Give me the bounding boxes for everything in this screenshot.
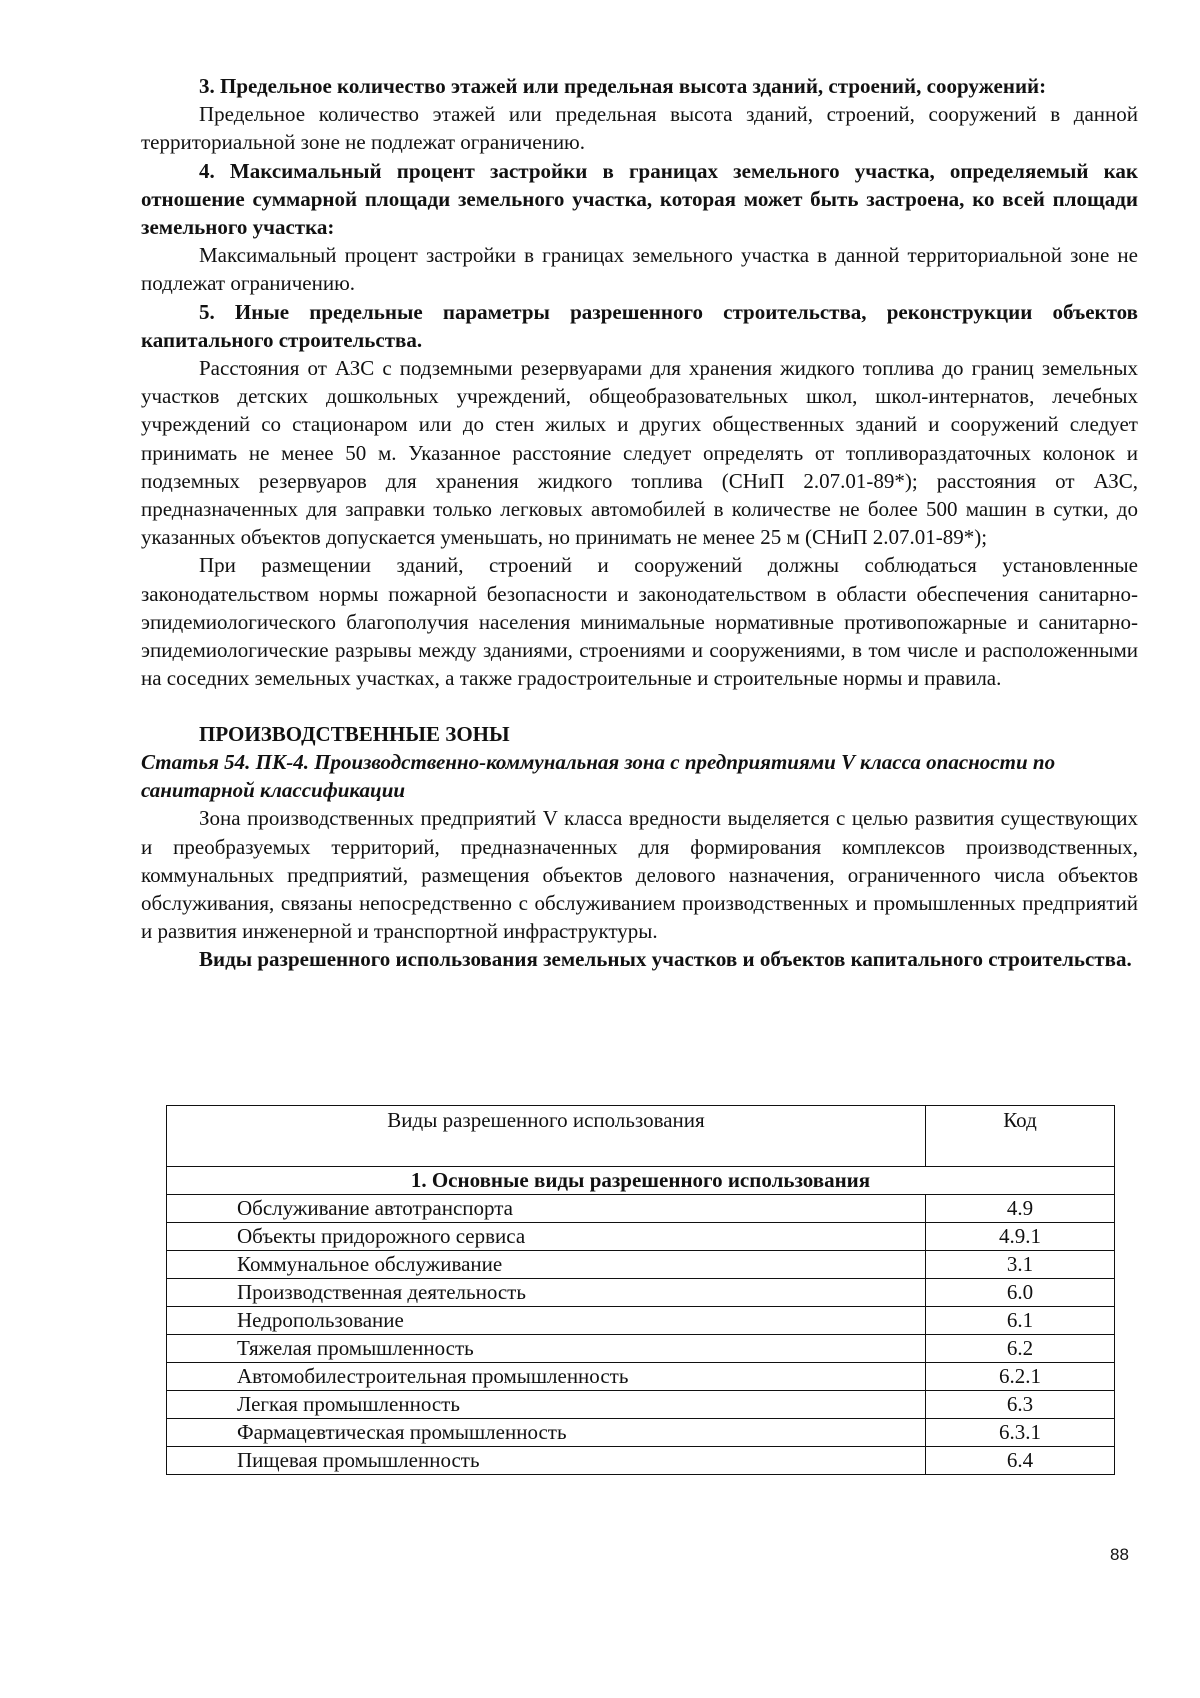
use-name: Пищевая промышленность bbox=[167, 1447, 926, 1475]
section-4-text: Максимальный процент застройки в границах земельного участка в данной территориальной зоне не подлежат ограничению. bbox=[141, 243, 1138, 296]
uses-heading: Виды разрешенного использования земельных участков и объектов капитального строительства. bbox=[199, 947, 1132, 972]
use-code: 6.3 bbox=[926, 1391, 1115, 1419]
use-name: Коммунальное обслуживание bbox=[167, 1251, 926, 1279]
section-4-heading: 4. Максимальный процент застройки в границах земельного участка, определяемый как отношение суммарной площади земельного участка, которая может быть застроена, ко всей площади земельного участка: bbox=[141, 158, 1138, 240]
use-code: 3.1 bbox=[926, 1251, 1115, 1279]
table-header-row bbox=[167, 1106, 1115, 1167]
use-name: Обслуживание автотранспорта bbox=[167, 1195, 926, 1223]
use-name: Автомобилестроительная промышленность bbox=[167, 1363, 926, 1391]
table-row bbox=[167, 1335, 1115, 1363]
use-code: 6.1 bbox=[926, 1307, 1115, 1335]
table-group-row bbox=[167, 1167, 1115, 1195]
use-name: Производственная деятельность bbox=[167, 1279, 926, 1307]
column-header-use: Виды разрешенного использования bbox=[167, 1106, 926, 1167]
zone-description: Зона производственных предприятий V класса вредности выделяется с целью развития существующих и преобразуемых территорий, предназначенных для формирования комплексов производственных, коммунальных предприятий, размещения объектов делового назначения, ограниченного числа объектов обслуживания, связаны непосредственно с обслуживанием производственных и промышленных предприятий и развития инженерной и транспортной инфраструктуры. bbox=[141, 806, 1138, 944]
table-row bbox=[167, 1307, 1115, 1335]
article-title: Статья 54. ПК-4. Производственно-коммунальная зона с предприятиями V класса опасности по санитарной классификации bbox=[141, 750, 1056, 803]
table-row bbox=[167, 1195, 1115, 1223]
table-row bbox=[167, 1391, 1115, 1419]
use-code: 6.3.1 bbox=[926, 1419, 1115, 1447]
use-name: Объекты придорожного сервиса bbox=[167, 1223, 926, 1251]
table-row bbox=[167, 1419, 1115, 1447]
section-3-text: Предельное количество этажей или предельная высота зданий, строений, сооружений в данной территориальной зоне не подлежат ограничению. bbox=[141, 102, 1138, 155]
section-5-paragraph-1: Расстояния от АЗС с подземными резервуарами для хранения жидкого топлива до границ земельных участков детских дошкольных учреждений, общеобразовательных школ, школ-интернатов, лечебных учреждений со стационаром или до стен жилых и других общественных зданий и сооружений следует принимать не менее 50 м. Указанное расстояние следует определять от топливораздаточных колонок и подземных резервуаров для хранения жидкого топлива (СНиП 2.07.01-89*); расстояния от АЗС, предназначенных для заправки только легковых автомобилей в количестве не более 500 машин в сутки, до указанных объектов допускается уменьшать, но принимать не менее 25 м (СНиП 2.07.01-89*); bbox=[141, 356, 1138, 550]
use-name: Легкая промышленность bbox=[167, 1391, 926, 1419]
use-name: Недропользование bbox=[167, 1307, 926, 1335]
section-5-paragraph-2: При размещении зданий, строений и сооружений должны соблюдаться установленные законодательством нормы пожарной безопасности и законодательством в области обеспечения санитарно-эпидемиологического благополучия населения минимальные нормативные противопожарные и санитарно-эпидемиологические разрывы между зданиями, строениями и сооружениями, в том числе и расположенными на соседних земельных участках, а также градостроительные и строительные нормы и правила. bbox=[141, 553, 1138, 691]
use-name: Фармацевтическая промышленность bbox=[167, 1419, 926, 1447]
table-row bbox=[167, 1363, 1115, 1391]
document-body bbox=[141, 72, 1138, 974]
group-label: 1. Основные виды разрешенного использования bbox=[167, 1167, 1115, 1195]
use-code: 6.0 bbox=[926, 1279, 1115, 1307]
page-number: 88 bbox=[1110, 1545, 1129, 1564]
table-row bbox=[167, 1251, 1115, 1279]
column-header-code: Код bbox=[926, 1106, 1115, 1167]
permitted-uses-table bbox=[166, 1105, 1115, 1475]
use-code: 4.9.1 bbox=[926, 1223, 1115, 1251]
use-code: 6.4 bbox=[926, 1447, 1115, 1475]
section-5-heading: 5. Иные предельные параметры разрешенного строительства, реконструкции объектов капитального строительства. bbox=[141, 299, 1138, 352]
table-row bbox=[167, 1447, 1115, 1475]
use-code: 6.2.1 bbox=[926, 1363, 1115, 1391]
use-code: 4.9 bbox=[926, 1195, 1115, 1223]
table-row bbox=[167, 1279, 1115, 1307]
section-3-heading: 3. Предельное количество этажей или предельная высота зданий, строений, сооружений: bbox=[199, 74, 1047, 98]
use-name: Тяжелая промышленность bbox=[167, 1335, 926, 1363]
use-code: 6.2 bbox=[926, 1335, 1115, 1363]
zone-heading: ПРОИЗВОДСТВЕННЫЕ ЗОНЫ bbox=[199, 722, 510, 747]
table-row bbox=[167, 1223, 1115, 1251]
